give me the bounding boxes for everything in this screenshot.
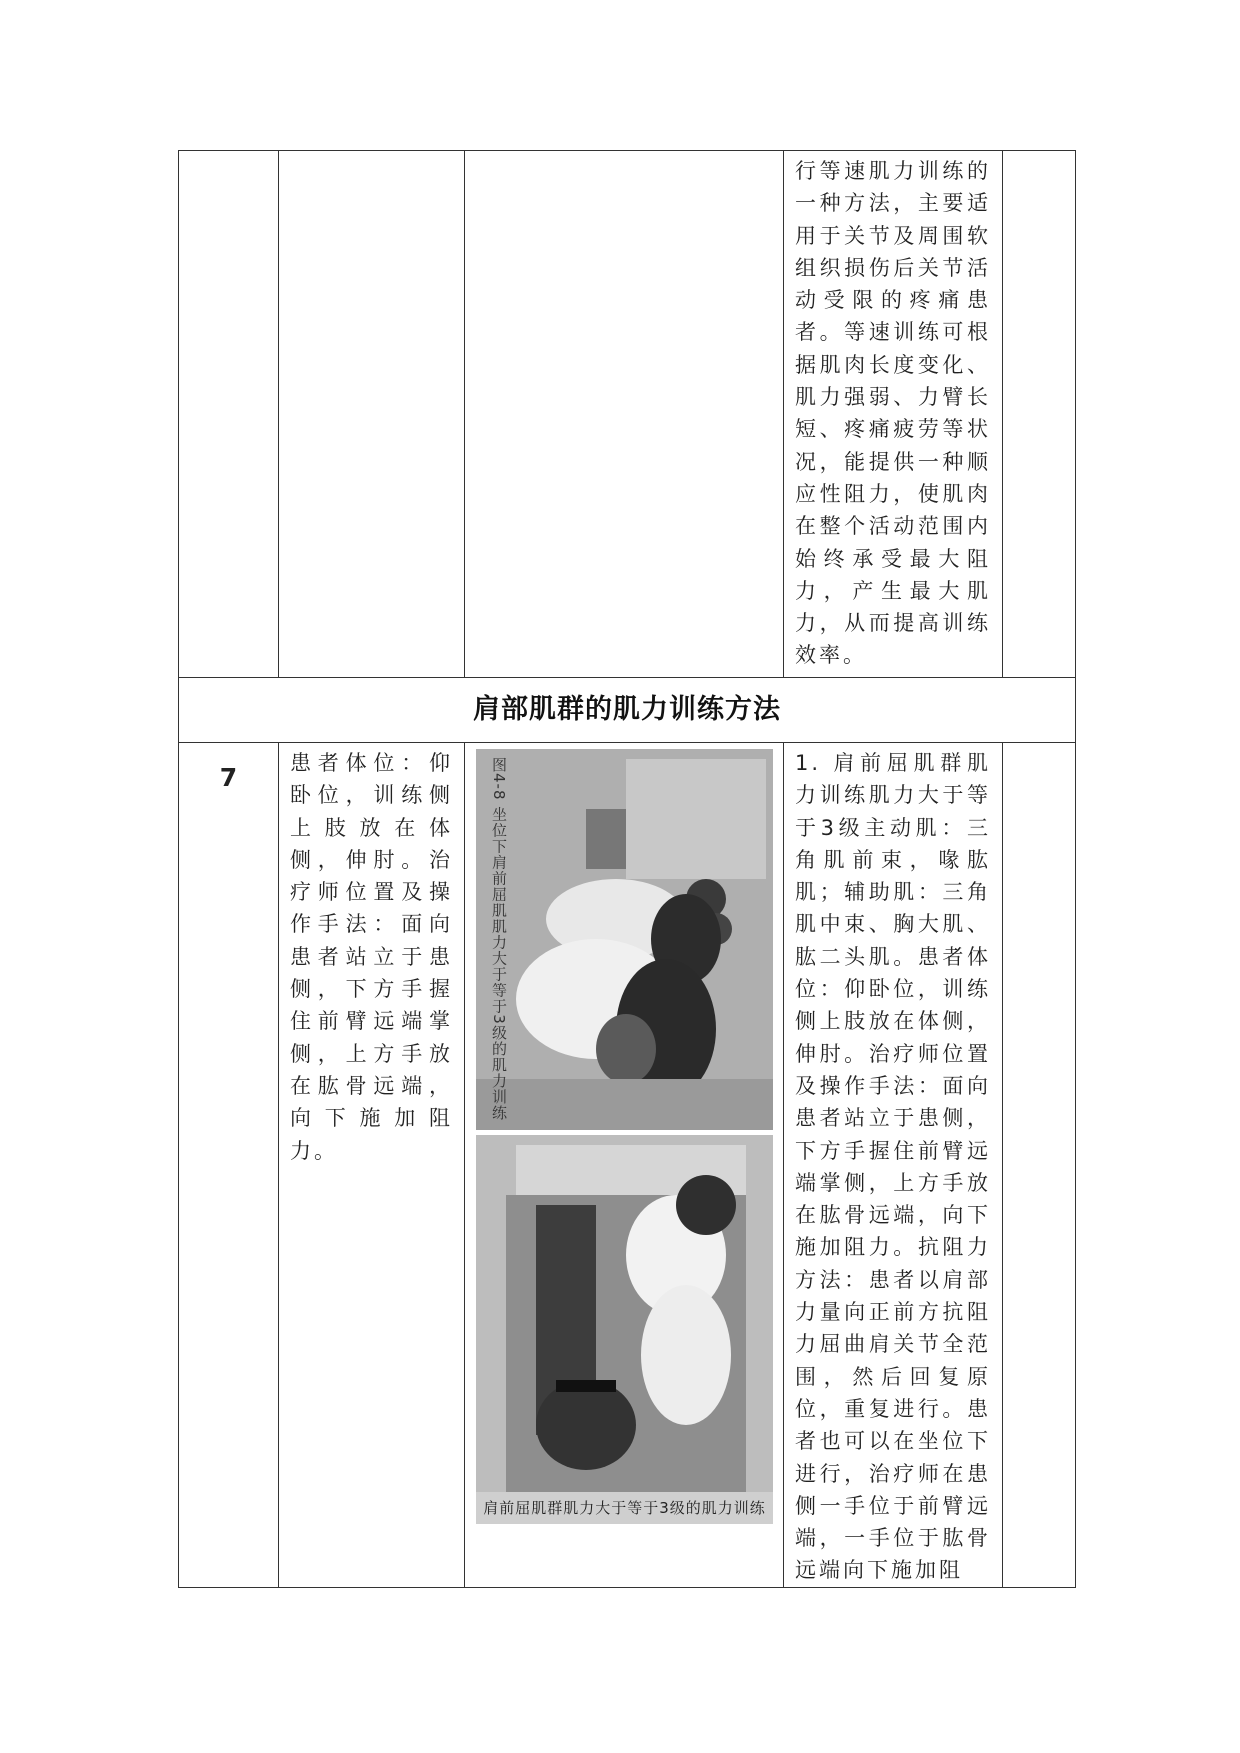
- description-text: 行等速肌力训练的一种方法，主要适用于关节及周围软组织损伤后关节活动受限的疼痛患者。等速训练可根据肌肉长度变化、肌力强弱、力臂长短、疼痛疲劳等状况，能提供一种顺应性阻力，使肌肉在整个活动范围内始终承受最大阻力，产生最大肌力，从而提高训练效率。: [795, 159, 991, 668]
- table-row: [179, 151, 1076, 678]
- method-text: 患者体位：仰卧位，训练侧上肢放在体侧，伸肘。治疗师位置及操作手法：面向患者站立于患侧，下方手握住前臂远端掌侧，上方手放在肱骨远端，向下施加阻力。: [290, 751, 453, 1163]
- section-title: 肩部肌群的肌力训练方法: [179, 678, 1076, 743]
- description-cell: [784, 743, 1003, 1588]
- notes-cell: [1003, 743, 1076, 1588]
- method-cell: [279, 743, 465, 1588]
- photo-supine-illustration: [476, 1135, 773, 1524]
- table-row: [179, 743, 1076, 1588]
- shoulder-table: [178, 677, 1076, 1588]
- image-cell: [465, 151, 784, 678]
- photo2-caption: 肩前屈肌群肌力大于等于3级的肌力训练: [476, 1492, 773, 1524]
- notes-cell: [1003, 151, 1076, 678]
- description-text: 1. 肩前屈肌群肌力训练肌力大于等于3级主动肌：三角肌前束，喙肱肌；辅助肌：三角肌中束、胸大肌、肱二头肌。患者体位：仰卧位，训练侧上肢放在体侧，伸肘。治疗师位置及操作手法：面向患者站立于患侧，下方手握住前臂远端掌侧，上方手放在肱骨远端，向下施加阻力。抗阻力方法：患者以肩部力量向正前方抗阻力屈曲肩关节全范围，然后回复原位，重复进行。患者也可以在坐位下进行，治疗师在患侧一手位于前臂远端，一手位于肱骨远端向下施加阻: [795, 751, 991, 1583]
- exercise-photo-supine: [476, 1135, 773, 1524]
- number-cell: [179, 743, 279, 1588]
- image-cell: [465, 743, 784, 1588]
- photo-seated-illustration: [476, 749, 773, 1130]
- photo1-caption: 图4-8 坐位下肩前屈肌肌力大于等于3级的肌力训练: [490, 757, 508, 1121]
- section-header-row: [179, 678, 1076, 743]
- number-cell: [179, 151, 279, 678]
- description-cell: [784, 151, 1003, 678]
- upper-table: [178, 150, 1076, 678]
- method-cell: [279, 151, 465, 678]
- row-number: 7: [219, 763, 238, 792]
- exercise-photo-seated: [476, 749, 773, 1130]
